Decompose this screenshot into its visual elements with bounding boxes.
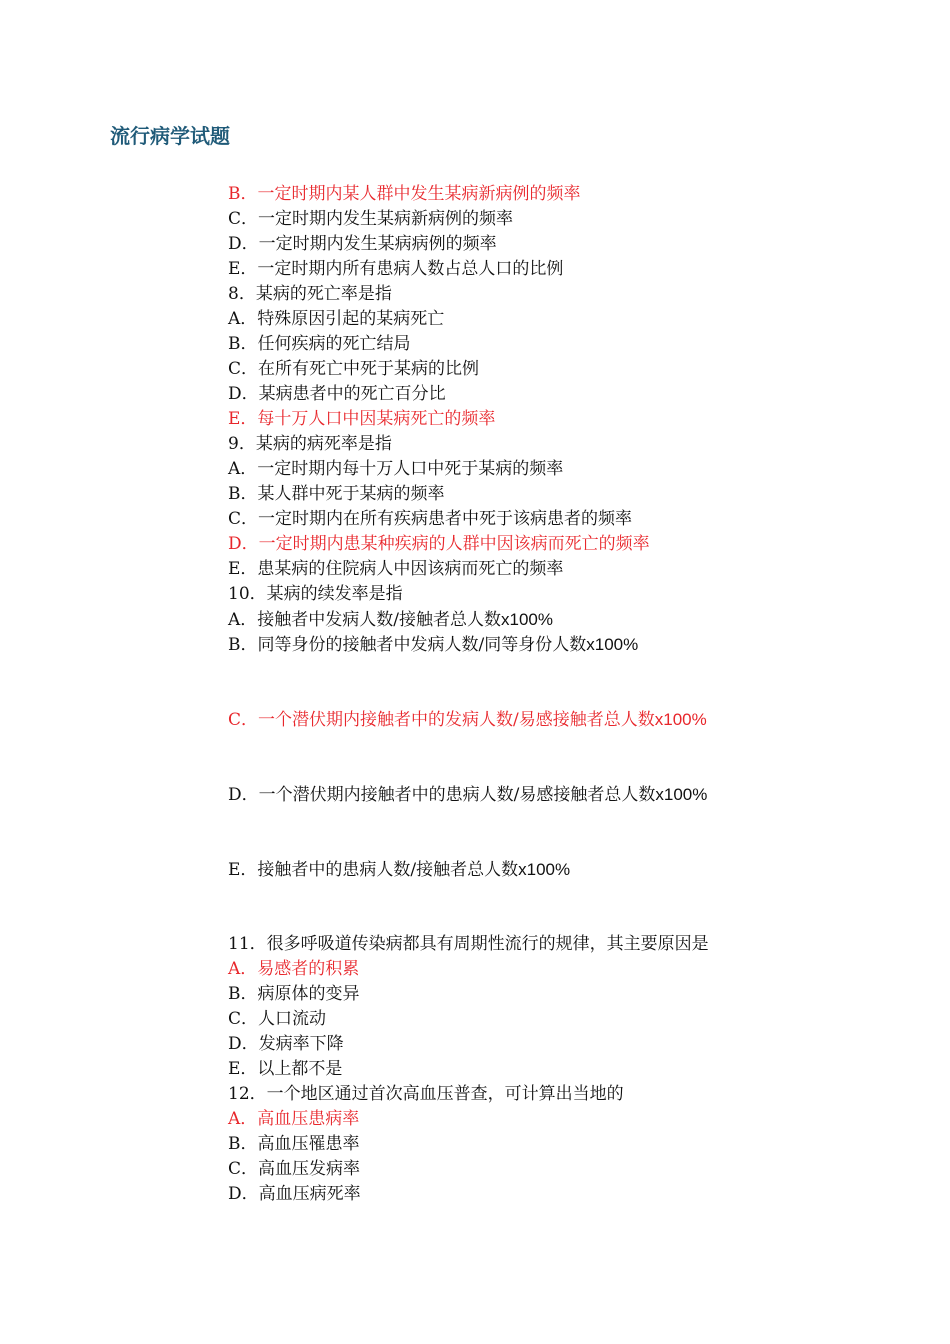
answer-line [228, 957, 928, 982]
question-line [228, 432, 928, 457]
line-text: E．患某病的住院病人中因该病而死亡的频率 [228, 559, 564, 579]
line-text: B．某人群中死于某病的频率 [228, 484, 445, 504]
line-text: C．高血压发病率 [228, 1159, 361, 1179]
page-title: 流行病学试题 [110, 124, 230, 148]
line-suffix: x100% [655, 785, 708, 804]
answer-line [228, 1107, 928, 1132]
line-text: C．一定时期内在所有疾病患者中死于该病患者的频率 [228, 509, 633, 529]
question-line [228, 507, 928, 532]
question-line [228, 982, 928, 1007]
line-text: C．一定时期内发生某病新病例的频率 [228, 209, 514, 229]
line-text: A．易感者的积累 [228, 959, 360, 979]
answer-line [228, 182, 928, 207]
line-text: D．某病患者中的死亡百分比 [228, 384, 446, 404]
question-line [228, 457, 928, 482]
line-text: D．一定时期内患某种疾病的人群中因该病而死亡的频率 [228, 534, 650, 554]
line-text: A．接触者中发病人数/接触者总人数 [228, 610, 502, 630]
line-text: E．一定时期内所有患病人数占总人口的比例 [228, 259, 564, 279]
line-text: A．特殊原因引起的某病死亡 [228, 309, 445, 329]
question-line [228, 1182, 928, 1207]
question-line [228, 632, 928, 657]
line-text: D．一定时期内发生某病病例的频率 [228, 234, 497, 254]
line-text: E．每十万人口中因某病死亡的频率 [228, 409, 496, 429]
question-line [228, 857, 928, 882]
question-line [228, 607, 928, 632]
line-text: B．病原体的变异 [228, 984, 360, 1004]
line-text: E．以上都不是 [228, 1059, 343, 1079]
line-text: 9．某病的病死率是指 [228, 434, 392, 454]
answer-line [228, 407, 928, 432]
question-line [228, 332, 928, 357]
question-line [228, 382, 928, 407]
question-line [228, 357, 928, 382]
line-suffix: x100% [501, 610, 553, 629]
line-text: E．接触者中的患病人数/接触者总人数 [228, 860, 519, 880]
question-list [228, 182, 928, 1207]
question-line [228, 1157, 928, 1182]
line-text: 11．很多呼吸道传染病都具有周期性流行的规律，其主要原因是 [228, 934, 709, 954]
line-text: D．发病率下降 [228, 1034, 344, 1054]
line-suffix: x100% [518, 860, 571, 879]
line-text: D．高血压病死率 [228, 1184, 361, 1204]
question-line [228, 557, 928, 582]
question-line [228, 282, 928, 307]
question-line [228, 207, 928, 232]
question-line [228, 1007, 928, 1032]
question-line [228, 1032, 928, 1057]
question-line [228, 782, 928, 807]
answer-line [228, 532, 928, 557]
question-line [228, 1132, 928, 1157]
line-text: B．一定时期内某人群中发生某病新病例的频率 [228, 184, 581, 204]
answer-line [228, 707, 928, 732]
question-line [228, 232, 928, 257]
question-line [228, 1082, 928, 1107]
line-text: D．一个潜伏期内接触者中的患病人数/易感接触者总人数 [228, 785, 656, 805]
line-text: 12．一个地区通过首次高血压普查，可计算出当地的 [228, 1084, 624, 1104]
question-line [228, 307, 928, 332]
line-text: 10．某病的续发率是指 [228, 584, 403, 604]
question-line [228, 582, 928, 607]
question-line [228, 1057, 928, 1082]
line-suffix: x100% [586, 635, 639, 654]
line-text: A．高血压患病率 [228, 1109, 360, 1129]
line-text: B．高血压罹患率 [228, 1134, 360, 1154]
line-text: 8．某病的死亡率是指 [228, 284, 392, 304]
line-text: B．同等身份的接触者中发病人数/同等身份人数 [228, 635, 587, 655]
question-line [228, 257, 928, 282]
line-text: A．一定时期内每十万人口中死于某病的频率 [228, 459, 564, 479]
line-text: B．任何疾病的死亡结局 [228, 334, 411, 354]
question-line [228, 932, 928, 957]
question-line [228, 482, 928, 507]
line-text: C．在所有死亡中死于某病的比例 [228, 359, 480, 379]
line-text: C．人口流动 [228, 1009, 327, 1029]
line-text: C．一个潜伏期内接触者中的发病人数/易感接触者总人数 [228, 710, 655, 730]
line-suffix: x100% [654, 710, 707, 729]
